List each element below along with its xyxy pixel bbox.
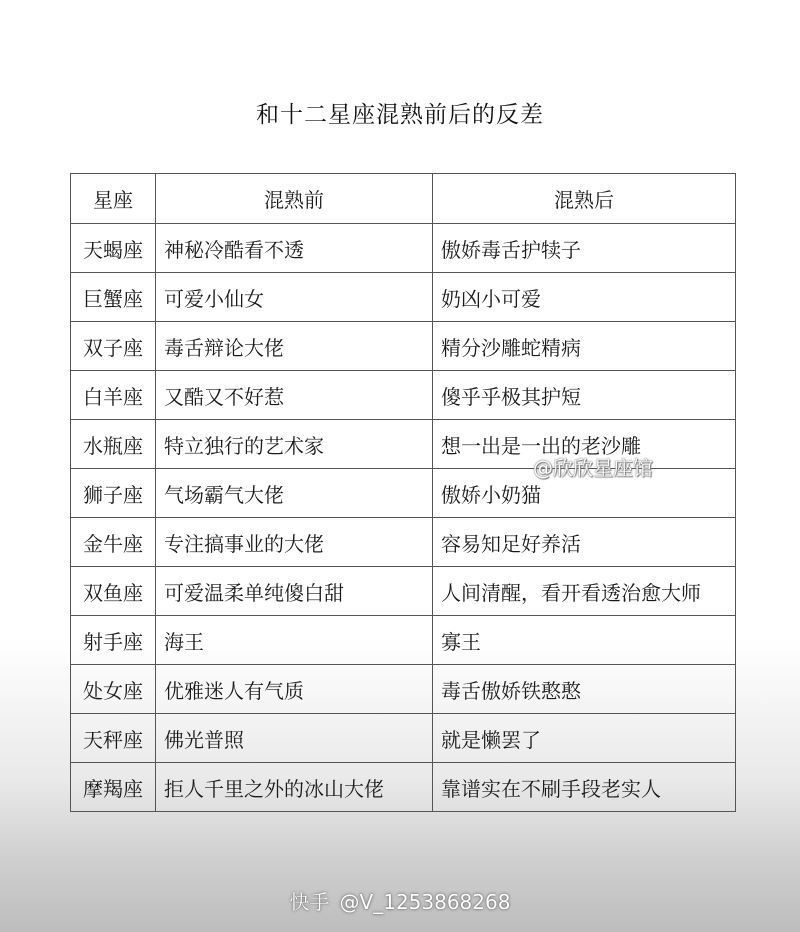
- sign-cell: 狮子座: [71, 469, 156, 518]
- after-cell: 奶凶小可爱: [433, 273, 736, 322]
- footer-user-id: @V_1253868268: [339, 890, 511, 914]
- sign-cell: 双鱼座: [71, 567, 156, 616]
- comparison-table: [70, 173, 736, 812]
- sign-cell: 白羊座: [71, 371, 156, 420]
- after-cell: 就是懒罢了: [433, 714, 736, 763]
- sign-cell: 处女座: [71, 665, 156, 714]
- before-cell: 专注搞事业的大佬: [156, 518, 433, 567]
- table-row: [71, 518, 736, 567]
- table-header-row: [71, 174, 736, 224]
- before-cell: 可爱温柔单纯傻白甜: [156, 567, 433, 616]
- page-title: 和十二星座混熟前后的反差: [256, 102, 544, 128]
- before-cell: 特立独行的艺术家: [156, 420, 433, 469]
- before-cell: 气场霸气大佬: [156, 469, 433, 518]
- header-before: 混熟前: [156, 174, 433, 224]
- after-cell: 傲娇小奶猫: [433, 469, 736, 518]
- header-after: 混熟后: [433, 174, 736, 224]
- footer-watermark: [0, 886, 800, 915]
- after-cell: 毒舌傲娇铁憨憨: [433, 665, 736, 714]
- footer-brand: 快手: [289, 890, 330, 914]
- table-row: [71, 322, 736, 371]
- table-row: [71, 763, 736, 812]
- before-cell: 佛光普照: [156, 714, 433, 763]
- after-cell: 傲娇毒舌护犊子: [433, 224, 736, 273]
- after-cell: 容易知足好养活: [433, 518, 736, 567]
- after-cell: 想一出是一出的老沙雕: [433, 420, 736, 469]
- table-row: [71, 273, 736, 322]
- before-cell: 海王: [156, 616, 433, 665]
- after-cell: 人间清醒，看开看透治愈大师: [433, 567, 736, 616]
- sign-cell: 巨蟹座: [71, 273, 156, 322]
- before-cell: 优雅迷人有气质: [156, 665, 433, 714]
- table-row: [71, 616, 736, 665]
- before-cell: 神秘冷酷看不透: [156, 224, 433, 273]
- sign-cell: 摩羯座: [71, 763, 156, 812]
- sign-cell: 射手座: [71, 616, 156, 665]
- before-cell: 毒舌辩论大佬: [156, 322, 433, 371]
- sign-cell: 双子座: [71, 322, 156, 371]
- before-cell: 拒人千里之外的冰山大佬: [156, 763, 433, 812]
- sign-cell: 天秤座: [71, 714, 156, 763]
- after-cell: 寡王: [433, 616, 736, 665]
- after-cell: 傻乎乎极其护短: [433, 371, 736, 420]
- watermark: @欣欣星座馆: [533, 456, 653, 480]
- after-cell: 精分沙雕蛇精病: [433, 322, 736, 371]
- table-row: [71, 714, 736, 763]
- after-cell: 靠谱实在不刷手段老实人: [433, 763, 736, 812]
- sign-cell: 金牛座: [71, 518, 156, 567]
- table-row: [71, 371, 736, 420]
- before-cell: 又酷又不好惹: [156, 371, 433, 420]
- sign-cell: 天蝎座: [71, 224, 156, 273]
- table-row: [71, 567, 736, 616]
- before-cell: 可爱小仙女: [156, 273, 433, 322]
- table-row: [71, 224, 736, 273]
- table-row: [71, 665, 736, 714]
- sign-cell: 水瓶座: [71, 420, 156, 469]
- header-sign: 星座: [71, 174, 156, 224]
